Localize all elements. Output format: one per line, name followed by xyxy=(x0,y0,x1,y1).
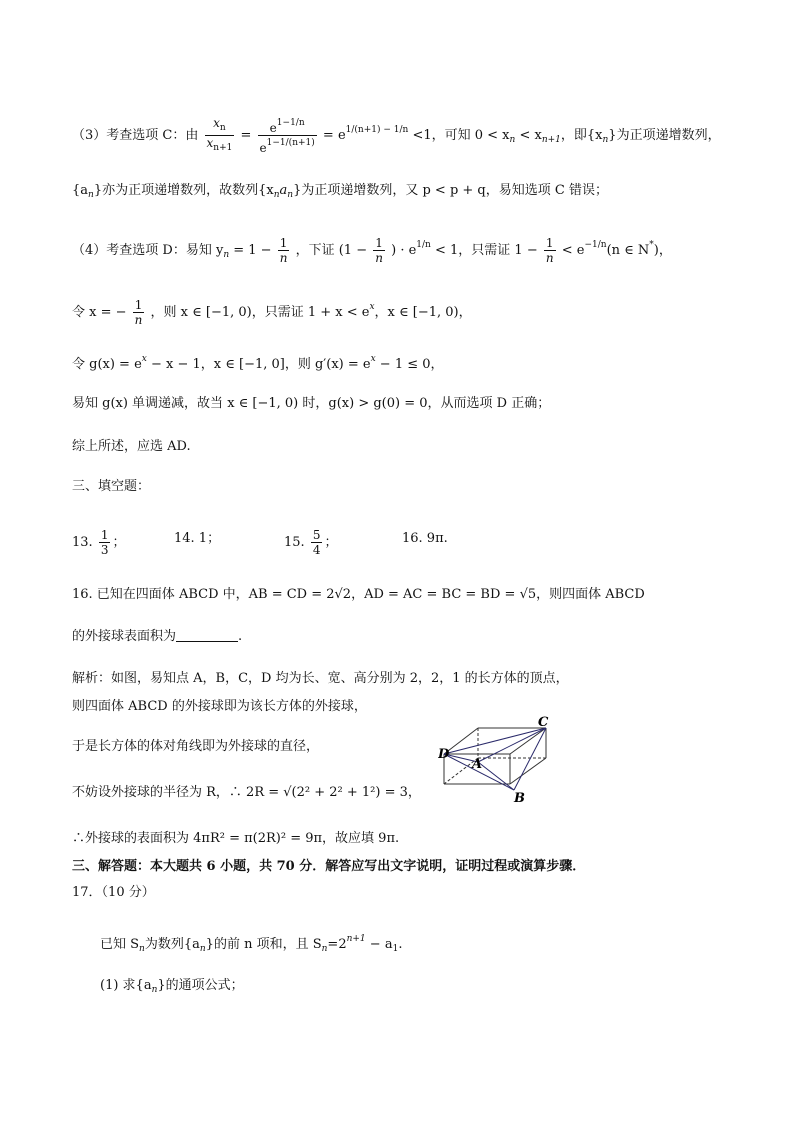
question-17-header: 17．（10 分） xyxy=(72,885,155,900)
problem16-statement: 16. 已知在四面体 ABCD 中，AB = CD = 2√2，AD = AC = BC = BD = √5，则四面体 ABCD xyxy=(72,587,645,602)
problem16-solution-4: 不妨设外接球的半径为 R，∴ 2R = √(2² + 2² + 1²) = 3， xyxy=(72,785,421,800)
option-c-line2: $\{a_n\}$亦为正项递增数列，故数列$\{x_na_n\}$为正项递增数列，又 p < p + q，易知选项 C 错误； xyxy=(72,183,608,200)
question-17-statement: 已知 $S_n$为数列$\{a_n\}$的前 n 项和，且 $S_n=2^{n+1} - a_1$. xyxy=(100,934,403,954)
ratio-x-fraction: $\frac{x_n}{x_{n+1}}$ xyxy=(206,116,233,153)
problem16-solution-3: 于是长方体的体对角线即为外接球的直径， xyxy=(72,739,320,754)
answer-13: 13. $\frac{1}{3}$ ； xyxy=(72,528,126,557)
vertex-label-c: C xyxy=(538,715,549,730)
answer-14: 14. 1； xyxy=(174,531,221,546)
problem16-solution-2: 则四面体 ABCD 的外接球即为该长方体的外接球， xyxy=(72,699,367,714)
question-17-part1: (1) 求$\{a_n\}$的通项公式； xyxy=(100,978,244,995)
cuboid-figure xyxy=(438,714,558,806)
vertex-label-b: B xyxy=(514,791,525,806)
ratio-e-fraction: $\frac{e^{1-1/n}}{e^{1-1/(n+1)}}$ xyxy=(259,118,315,155)
option-d-line4: 易知 g(x) 单调递减，故当 x ∈ [−1, 0) 时，g(x) > g(0) = 0，从而选项 D 正确； xyxy=(72,396,551,411)
option-d-line2: 令 x = − $\frac{1}{n}$ ，则 x ∈ [−1, 0)，只需证 $1 + x < e^x$，x ∈ [−1, 0)， xyxy=(72,298,472,327)
fill-section-title: 三、填空题： xyxy=(72,479,151,494)
option-d-line1: （4）考查选项 D：易知 $y_n = 1$ − $\frac{1}{n}$ ，下证 (1 − $\frac{1}{n}$ ) · $e^{1/n} < 1$，只需证 1 − $\frac{1}{n}$ < $e^{-1/n}(n$ ∈ N*)， xyxy=(72,236,672,265)
vertex-label-a: A xyxy=(472,757,483,772)
option-c-lead: （3）考查选项 C：由 xyxy=(72,128,199,143)
problem16-statement-2: 的外接球表面积为 . xyxy=(72,629,243,644)
problem16-solution-1: 解析：如图，易知点 A，B，C，D 均为长、宽、高分别为 2，2，1 的长方体的顶点， xyxy=(72,671,569,686)
answer-blank xyxy=(176,629,238,642)
option-c-line1: （3）考查选项 C：由 $\frac{x_n}{x_{n+1}}$ = $\frac{e^{1-1/n}}{e^{1-1/(n+1)}}$ = $e^{1/(n+1) - 1/n} <1$，可知 $0 < x_n < x_{n+1}$，即$\{x_n\}$为正项递增数列， xyxy=(72,116,721,155)
answer-16: 16. 9π. xyxy=(402,531,448,546)
section3-title: 三、解答题：本大题共 6 小题，共 70 分．解答应写出文字说明，证明过程或演算步骤． xyxy=(72,859,586,874)
problem16-solution-5: ∴外接球的表面积为 4πR² = π(2R)² = 9π，故应填 9π. xyxy=(72,831,400,846)
option-d-line3: 令 $g(x) = e^x - x - 1$，x ∈ [−1, 0]，则 $g'(x) = e^x - 1 \le 0$， xyxy=(72,354,444,372)
option-d-conclusion: 综上所述，应选 AD. xyxy=(72,439,191,454)
answer-15: 15. $\frac{5}{4}$ ； xyxy=(284,528,338,557)
vertex-label-d: D xyxy=(438,747,450,762)
